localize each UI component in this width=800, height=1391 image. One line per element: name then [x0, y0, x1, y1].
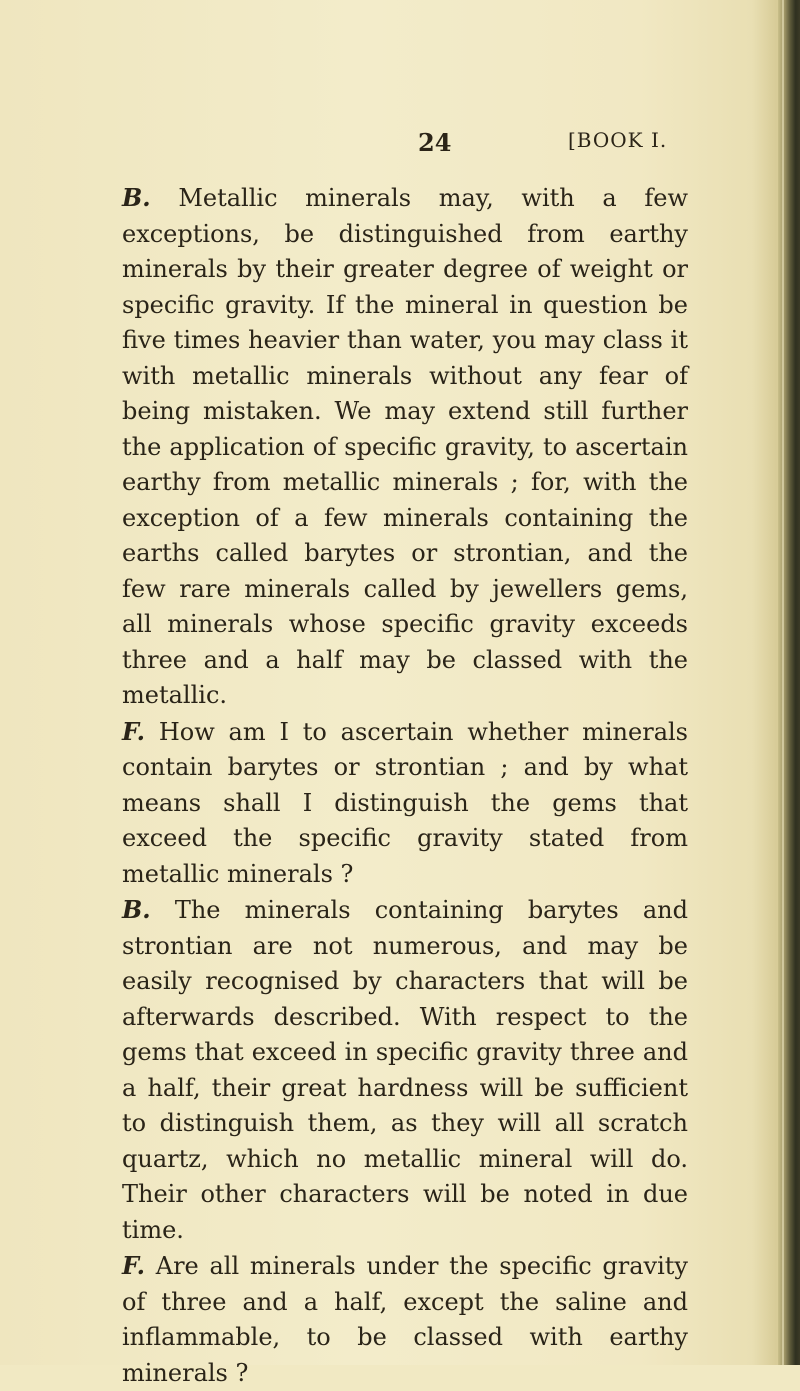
paragraph-text: How am I to ascertain whether minerals contain barytes or strontian ; and by what means shall I distinguish the gems that exceed the specific gravity stated from metallic minerals ?: [122, 717, 688, 888]
paragraph: [122, 714, 688, 893]
speaker-label: F.: [122, 1251, 145, 1280]
page-number: 24: [418, 128, 452, 157]
paragraph: [122, 180, 688, 714]
paragraph: [122, 1248, 688, 1391]
paragraph-text: Metallic minerals may, with a few exceptions, be distinguished from earthy minerals by their greater degree of weight or specific gravity. If the mineral in question be five times heavier than water, you may class it with metallic minerals without any fear of being mistaken. We may extend still further the application of specific gravity, to ascertain earthy from metallic minerals ; for, with the exception of a few minerals containing the earths called barytes or strontian, and the few rare minerals called by jewellers gems, all minerals whose specific gravity exceeds three and a half may be classed with the metallic.: [122, 184, 688, 709]
speaker-label: B.: [122, 895, 151, 924]
body-text: [122, 180, 688, 1391]
speaker-label: B.: [122, 183, 151, 212]
paragraph-text: Are all minerals under the specific gravity of three and a half, except the saline and inflammable, to be classed with earthy minerals ?: [122, 1252, 688, 1387]
paragraph-text: The minerals containing barytes and strontian are not numerous, and may be easily recognised by characters that will be afterwards described. With respect to the gems that exceed in specific gravity three and a half, their great hardness will be sufficient to distinguish them, as they will all scratch quartz, which no metallic mineral will do. Their other characters will be noted in due time.: [122, 896, 688, 1244]
book-binding-edge: [778, 0, 800, 1365]
page-header: [0, 128, 800, 168]
paragraph: [122, 892, 688, 1248]
running-head: [BOOK I.: [568, 128, 668, 152]
speaker-label: F.: [122, 716, 145, 746]
